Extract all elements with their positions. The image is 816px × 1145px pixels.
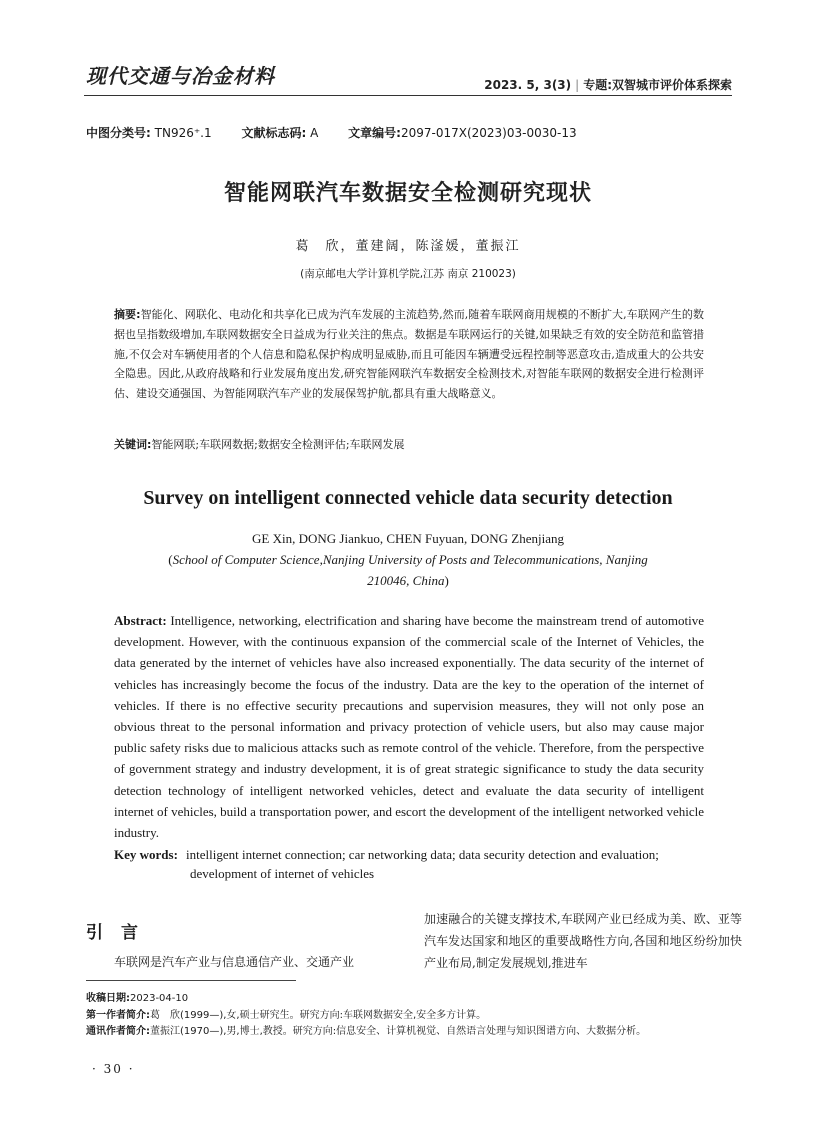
keywords-zh-text: 智能网联;车联网数据;数据安全检测评估;车联网发展 <box>151 438 405 451</box>
received-label: 收稿日期: <box>86 993 130 1004</box>
keywords-en-line2: development of internet of vehicles <box>190 866 375 881</box>
clc-label: 中图分类号: <box>86 126 151 140</box>
affiliation-en: (School of Computer Science,Nanjing University of Posts and Telecommunications, Nanjing 210046, China) <box>168 552 648 588</box>
first-author-label: 第一作者简介: <box>86 1009 150 1021</box>
affiliation-en-line1: School of Computer Science,Nanjing University of Posts and Telecommunications, Nanjing <box>172 552 648 567</box>
abstract-zh <box>114 305 704 404</box>
keywords-en-label: Key words: <box>114 847 178 862</box>
affiliation-zh: (南京邮电大学计算机学院,江苏 南京 210023) <box>300 268 516 280</box>
header-rule <box>84 95 732 96</box>
affiliation-en-line2: 210046, China <box>367 573 445 588</box>
running-header: 2023. 5, 3(3) | 专题:双智城市评价体系探索 <box>484 78 732 92</box>
authors-zh: 葛 欣，董建阔，陈滏媛，董振江 <box>295 239 521 254</box>
keywords-en-line1: intelligent internet connection; car networking data; data security detection and evaluation; <box>186 847 659 862</box>
footnotes <box>86 991 746 1041</box>
corresponding-author-value: 董振江(1970—),男,博士,教授。研究方向:信息安全、计算机视觉、自然语言处理与知识图谱方向、大数据分析。 <box>150 1026 647 1037</box>
clc-value: TN926⁺.1 <box>154 126 212 140</box>
abstract-en <box>114 610 704 843</box>
journal-logo: 现代交通与冶金材料 <box>86 64 275 88</box>
article-no-value: 2097-017X(2023)03-0030-13 <box>400 126 577 140</box>
title-en: Survey on intelligent connected vehicle data security detection <box>143 487 673 509</box>
keywords-zh <box>114 436 405 452</box>
article-no-label: 文章编号: <box>348 126 401 140</box>
doc-code-label: 文献标志码: <box>241 126 307 140</box>
section-heading: 引言 <box>86 923 156 943</box>
issue-info: 2023. 5, 3(3) <box>484 78 572 92</box>
first-author-value: 葛 欣(1999—),女,硕士研究生。研究方向:车联网数据安全,安全多方计算。 <box>150 1009 487 1021</box>
keywords-en <box>114 845 704 883</box>
doc-code-value: A <box>310 126 319 140</box>
topic-info: 专题:双智城市评价体系探索 <box>583 78 732 92</box>
page-number: · 30 · <box>92 1062 135 1076</box>
corresponding-author-label: 通讯作者简介: <box>86 1026 150 1037</box>
footnote-rule <box>86 980 296 981</box>
body-right-column: 加速融合的关键支撑技术,车联网产业已经成为美、欧、亚等汽车发达国家和地区的重要战略性方向,各国和地区纷纷加快产业布局,制定发展规划,推进车 <box>424 912 742 970</box>
abstract-zh-text: 智能化、网联化、电动化和共享化已成为汽车发展的主流趋势,然而,随着车联网商用规模的不断扩大,车联网产生的数据也呈指数级增加,车联网数据安全日益成为行业关注的焦点。数据是车联网运行的关键,如果缺乏有效的安全防范和监管措施,不仅会对车辆使用者的个人信息和隐私保护构成明显威胁,而且可能因车辆遭受远程控制等恶意攻击,造成重大的公共安全隐患。因此,从政府战略和行业发展角度出发,研究智能网联汽车数据安全检测技术,对智能车联网的数据安全进行检测评估、建设交通强国、为智能网联汽车产业的发展保驾护航,都具有重大战略意义。 <box>114 308 704 401</box>
received-value: 2023-04-10 <box>130 993 189 1004</box>
article-meta <box>86 124 603 141</box>
body-left-column: 车联网是汽车产业与信息通信产业、交通产业 <box>114 955 355 969</box>
authors-en: GE Xin, DONG Jiankuo, CHEN Fuyuan, DONG Zhenjiang <box>252 531 564 546</box>
abstract-en-text: Intelligence, networking, electrification and sharing have become the mainstream trend of automotive development. However, with the continuous expansion of the commercial scale of the Internet of Vehicles, the data generated by the internet of vehicles have also increased exponentially. The data security of the internet of vehicles has increasingly become the focus of the industry. Data are the key to the operation of the internet of vehicles. If there is no effective security precautions and supervision measures, they will not only pose an obvious threat to the personal information and privacy protection of vehicle users, but also may cause major public safety risks due to malicious attacks such as remote control of the vehicle. Therefore, from the perspective of government strategy and industry development, it is of great strategic significance to study the data security detection technology of intelligent networked vehicles, detect and evaluate the data security of intelligent internet of vehicles, build a transportation power, and escort the development of the intelligent networked vehicle industry. <box>114 613 704 841</box>
abstract-zh-label: 摘要: <box>114 308 141 321</box>
title-zh: 智能网联汽车数据安全检测研究现状 <box>223 181 592 206</box>
keywords-zh-label: 关键词: <box>114 438 152 451</box>
abstract-en-label: Abstract: <box>114 613 167 628</box>
